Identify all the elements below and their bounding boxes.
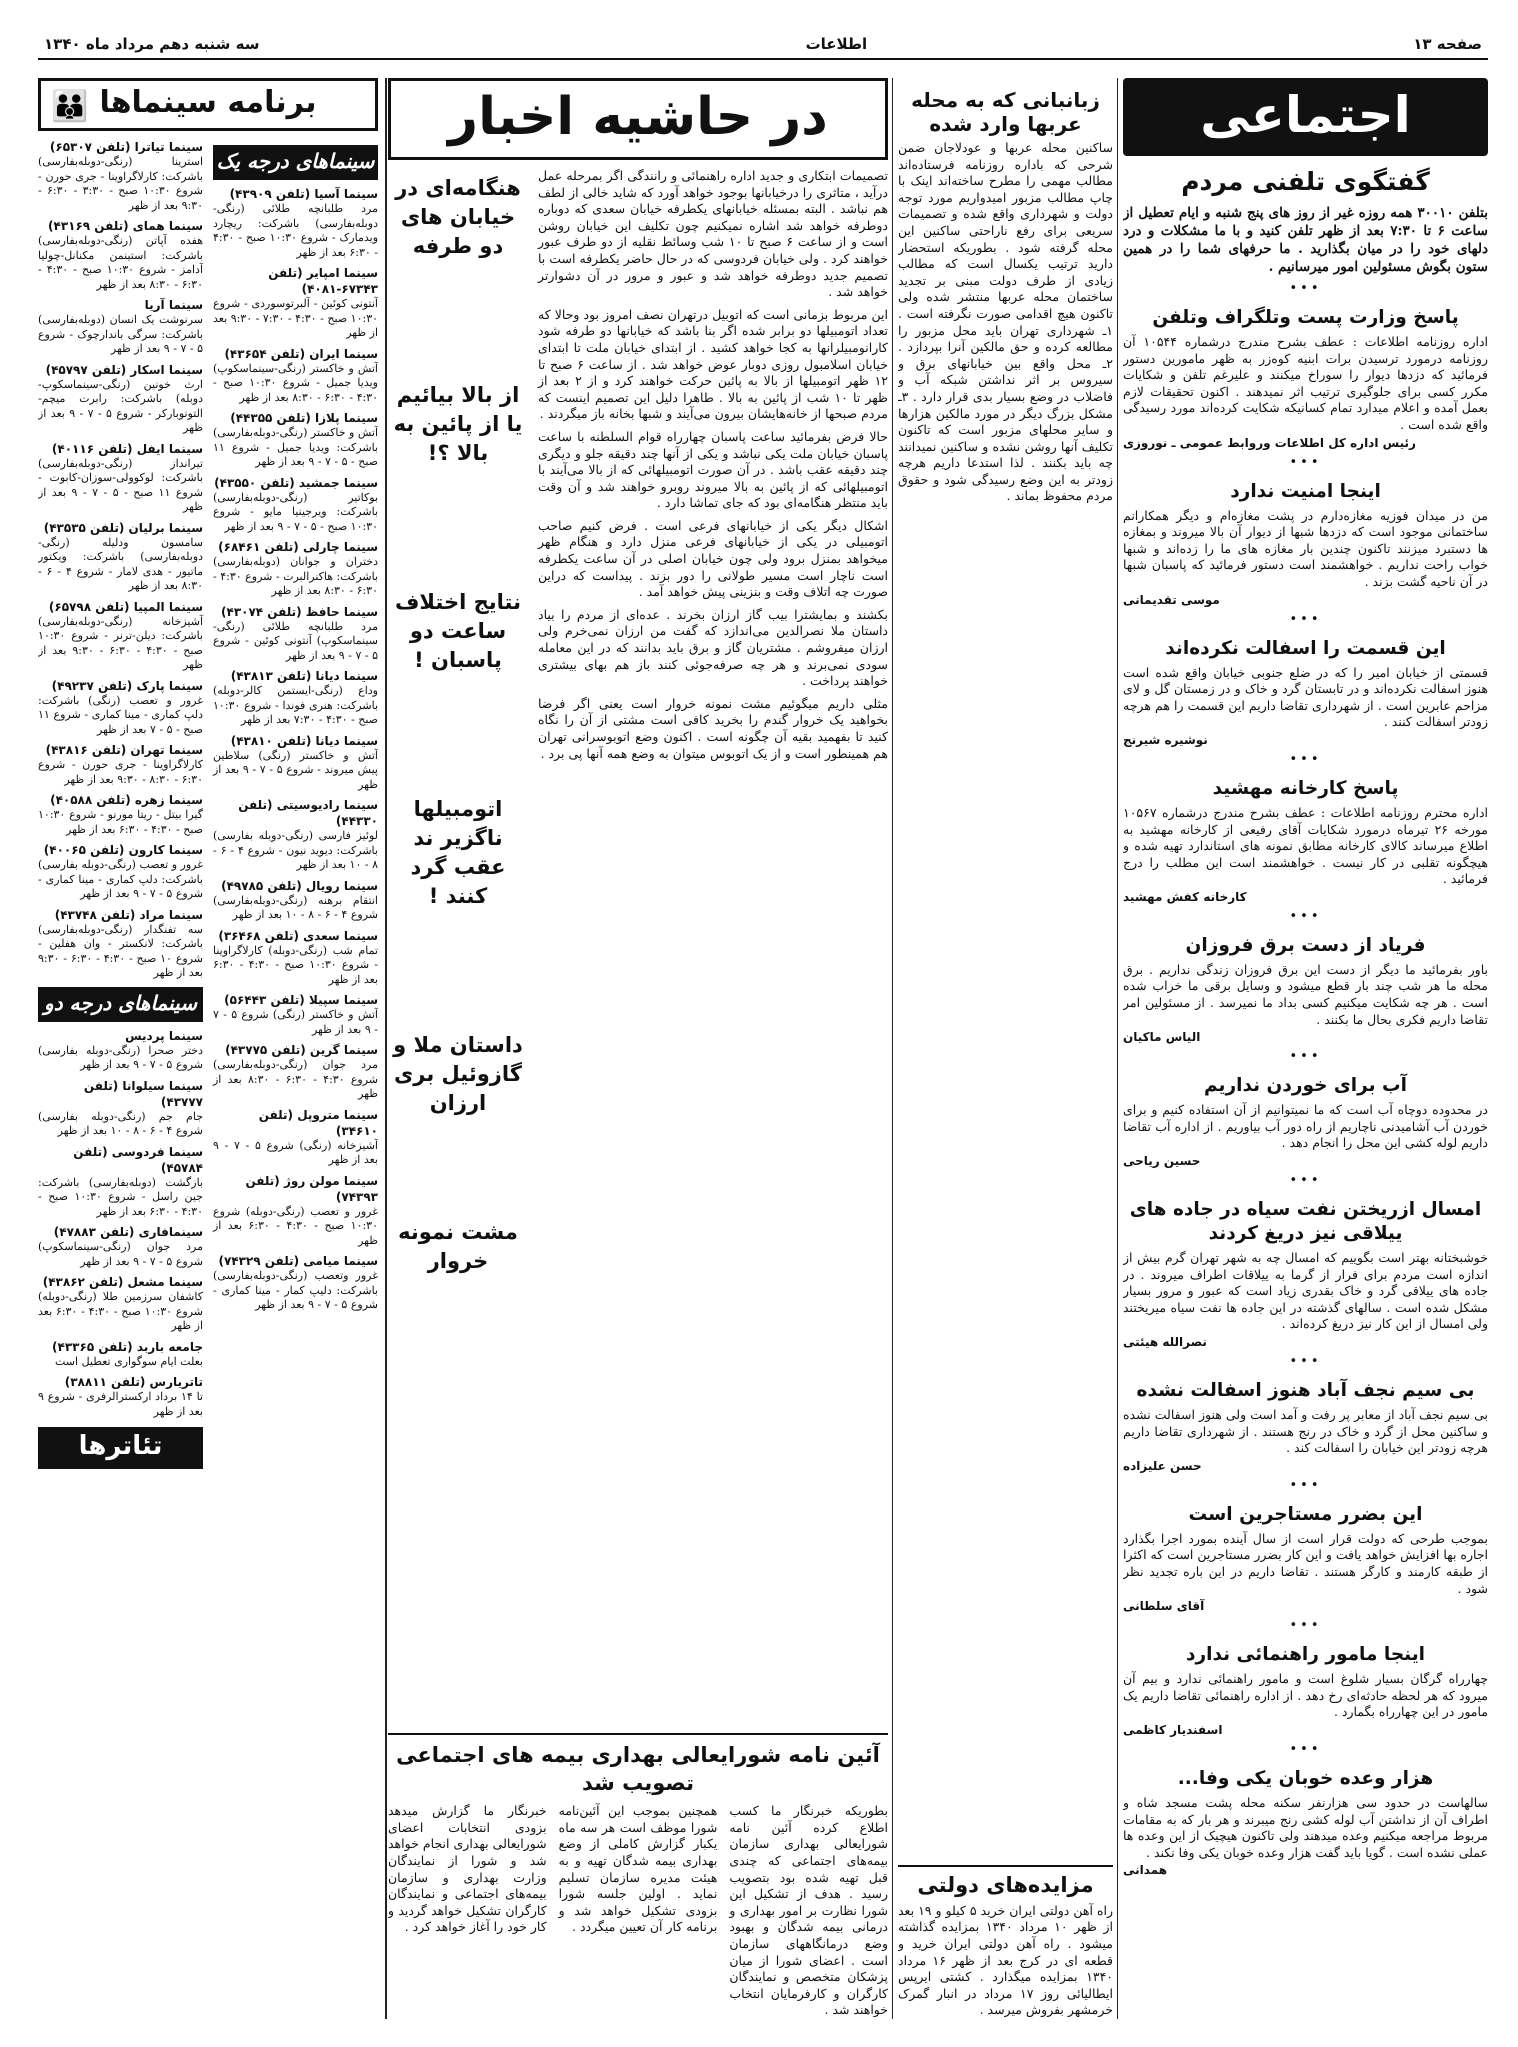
cinema-program: بازگشت (دوبله‌بفارسی) باشرکت: جین راسل - شروع ۱۰:۳۰ صبح - ۴:۳۰ - ۶:۳۰ بعد از ظهر [38, 1175, 203, 1218]
item-body: اداره محترم روزنامه اطلاعات : عطف بشرح مندرج درشماره ۱۰۵۶۷ مورخه ۲۶ تیرماه درمورد شکایات آقای رفیعی از کارخانه مهشید به اطلاع میرساند کالای کارخانه مطابق نمونه های استاندارد تهیه شده و هیچگونه تقلبی در کار نیست . خواهشمند است این مطلب را درج فرمائید . [1123, 804, 1488, 887]
cinema-program: آشیزخانه (رنگی-دوبله‌بفارسی) باشرکت: دیلن-ترنر - شروع ۱۰:۳۰ صبح - ۴:۳۰ - ۶:۳۰ - ۹:۳۰ بعد از ظهر [38, 614, 203, 671]
cinema-listing [213, 797, 378, 873]
cinema-program: بوکاتیر (رنگی-دوبله‌بفارسی) باشرکت: ویرجینیا مایو - شروع ۱۰:۳۰ صبح - ۵ - ۷ - ۹ بعد از ظهر [213, 490, 378, 533]
body-4: اشکال دیگر یکی از خیابانهای فرعی است . فرض کنیم صاحب اتومبیلی در یکی از خیابانهای فرعی منزل دارد و هنگام ظهر میخواهد بمنزل برود ولی چون خیابان اصلی در آن ساعت یکطرفه است ناچار است مسیر طولانی را دور بزند . پیداست که دراین صورت چه اتلاف وقت و بنزینی پیش خواهد آمد . [538, 517, 888, 600]
cinema-program: غرور و تعصب (رنگی-دوبله) شروع ۱۰:۳۰ صبح - ۴:۳۰ - ۶:۳۰ بعد از ظهر [213, 1204, 378, 1247]
cinema-name: سینما آریا [144, 298, 203, 312]
item-signature: رئیس اداره کل اطلاعات وروابط عمومی ـ نوروزی [1123, 435, 1416, 450]
auction-box [898, 1865, 1113, 2019]
separator-stars: ••• [1289, 1173, 1322, 1189]
cinema-program: بعلت ایام سوگواری تعطیل است [55, 1354, 203, 1368]
item-signature: همدانی [1123, 1863, 1168, 1878]
page-number: صفحه ۱۳ [1413, 35, 1482, 53]
side-head-2: نتایج اختلاف ساعت دو پاسبان ! [395, 590, 521, 672]
cinema-listing [38, 742, 203, 787]
cinema-program: کاشفان سرزمین طلا (رنگی-دوبله) شروع ۱۰:۳۰ صبح - ۴:۳۰ - ۶:۳۰ بعد از ظهر [38, 1290, 204, 1332]
news-banner: در حاشیه اخبار [388, 78, 888, 160]
cinema-name: سینما فردوسی (تلفن ۴۵۷۸۴) [73, 1144, 203, 1175]
cinema-listing [213, 733, 378, 793]
main-intro: بتلفن ۳۰۰۱۰ همه روزه غیر از روز های پنج شنبه و ایام تعطیل از ساعت ۶ تا ۷:۳۰ بعد از ظهر تلفن کنید و با ما مشکلات و درد دلهای خود را در میان بگذارید . ما حرفهای شما را در همین ستون بگوش مسئولین امور میرسانیم . [1123, 205, 1488, 275]
cinema-listing [38, 1339, 203, 1370]
arab-title: زبانبانی که به محله عربها وارد شده [911, 88, 1100, 136]
body-2: این مربوط بزمانی است که اتوبیل درتهران نصف امروز بود وحالا که تعداد اتومبیلها دو برابر شده اگر بنا باشد که خیابانها دو طرفه شود کارانومبیلرانها به کجا خواهد کشید . از ابتدای خیابان ملت تا ابتدای خیابان اسلامبول روزی دوبار عوض خواهد شد . از ساعت ۶ صبح تا ۱۲ ظهر اتومبیلها از بالا به پائین حرکت خواهند کرد و از ۲ بعد از ظهر تا ۱۰ شب از پائین به بالا . طاهرا دلیل این تصمیم اینست که مردم صبحها از خانه‌هایشان بیرون می‌آیند و شبها بخانه باز میگردند . [538, 306, 888, 422]
separator-stars: ••• [1289, 281, 1322, 296]
cinema-listing [38, 907, 203, 981]
cinema-name: سینما تیاترا (تلفن ۶۵۳۰۷) [49, 140, 203, 154]
cinema-listing [213, 604, 378, 664]
cinema-listing [213, 186, 378, 260]
cinema-name: سینما دیانا (تلفن ۴۳۸۱۳) [230, 669, 378, 683]
cinema-program: کارلاگراوینا - جری حورن - شروع ۶:۳۰ - ۸:۳۰ - ۹:۳۰ بعد از ظهر [38, 758, 203, 786]
cinema-subcolumn [38, 139, 203, 1475]
main-title: گفتگوی تلفنی مردم [1181, 167, 1430, 196]
cinema-listing [213, 1173, 378, 1249]
news-margin-column [388, 78, 888, 2019]
item-signature: حسین ریاحی [1123, 1154, 1201, 1169]
cinema-name: سینما امپایر (تلفن ۶۷۳۴۳-۴۰۸۱) [268, 266, 378, 296]
cinema-listing [38, 842, 203, 902]
separator-stars: ••• [1289, 1618, 1322, 1634]
cinema-listing [213, 410, 378, 470]
item-signature: آقای سلطانی [1123, 1599, 1205, 1614]
item-title: آب برای خوردن نداریم [1204, 1075, 1407, 1097]
social-column [1123, 78, 1488, 2019]
cinema-banner [38, 78, 378, 131]
item-body: بموجب طرحی که دولت قرار است از سال آینده بمورد اجرا بگذارد اجاره بها افزایش خواهد یافت و این کار بضرر مستاجرین است که اکثرا از طبقه کارمند و کارگر هستند . تقاضا داریم در این باره تجدید نظر شود . [1123, 1530, 1488, 1596]
cinema-listing [38, 1274, 203, 1334]
cinema-listing [213, 1107, 378, 1168]
section-title: اجتماعی [1123, 78, 1488, 156]
cinema-program: تمام شب (رنگی-دوبله) کارلاگراوینا - شروع ۱۰:۳۰ صبح - ۴:۳۰ - ۶:۳۰ بعد از ظهر [213, 943, 378, 986]
social-items [1123, 282, 1488, 1877]
cinema-listing [38, 218, 203, 292]
column-rule [892, 78, 894, 2019]
cinema-list [38, 1028, 203, 1420]
item-title: امسال ازریختن نفت سیاه در جاده های ییلاقی نیز دریغ کردند [1129, 1199, 1482, 1245]
cinema-name: سینما حافظ (تلفن ۴۳۰۷۴) [221, 604, 378, 619]
cinema-name: سینما دیانا (تلفن ۴۳۸۱۰) [230, 733, 378, 748]
item-title: بی سیم نجف آباد هنوز اسفالت نشده [1136, 1380, 1475, 1401]
cinema-listing [38, 599, 203, 673]
cinema-listing [38, 678, 203, 738]
cinema-listing [38, 792, 203, 837]
cinema-listing [213, 539, 378, 599]
cinema-name: سینما زهره (تلفن ۴۰۵۸۸) [50, 793, 203, 807]
side-head-5: مشت نمونه خروار [398, 1220, 518, 1273]
item-body: من در میدان فوزیه مغازه‌دارم در پشت مغازه‌ام و دیگر همکارانم ساختمانی موجود است که دزدها شبها از دیوار آن بالا میروند و بمغازه ها دستبرد میزنند تاکنون چندین بار مغازه های ما را زده‌اند و شبها خواب راحت نداریم . خواهشمند است دستور فرمائید که پاسبان شبها در آن ناحیه گشت بزند . [1123, 507, 1488, 589]
cinema-listing [38, 139, 203, 213]
item-body: اداره روزنامه اطلاعات : عطف بشرح مندرج درشماره ۱۰۵۴۴ آن روزنامه درمورد ترسیدن برات ابنیه کوه‌زر به ظهر مامورین دستور فرمائید که دزدها دیوار را سوراخ میکنند و علیرغم تلفن و شکایات مکرر کسی برای جلوگیری ترتیب اثر نمیدهند . اکنون تحقیقات لازم بعمل آمده و اعلام میدارد تمام کسانیکه شکایت کرده‌اند مورد رسیدگی واقع شده است . [1123, 334, 1488, 432]
cinema-listing [213, 1253, 378, 1313]
cinema-program: هفده آپاتن (رنگی-دوبله‌بفارسی) باشرکت: استینمن مکنانل-چولیا آدامز - شروع ۱۰:۳۰ صبح - ۴:۳۰ - ۶:۳۰ - ۸:۳۰ بعد از ظهر [38, 234, 204, 291]
cinema-column [38, 78, 378, 2019]
arab-column [898, 78, 1113, 2019]
separator-stars: ••• [1289, 751, 1322, 767]
item-title: هزار وعده خوبان یکی وفا... [1177, 1767, 1434, 1789]
cinema-program: گیرا بیتل - ریتا مورنو - شروع ۱۰:۳۰ صبح - ۴:۳۰ - ۶:۳۰ بعد از ظهر [38, 808, 203, 836]
cinema-program: انتقام برهنه (رنگی-دوبله‌بفارسی) شروع ۴ - ۶ - ۸ - ۱۰ بعد از ظهر [213, 893, 378, 921]
cinema-program: وداع (رنگی-ایستمن کالر-دوبله) باشرکت: هنری فوندا - شروع ۱۰:۳۰ صبح - ۴:۳۰ - ۷:۳۰ بعد از ظهر [213, 684, 378, 726]
cinema-listing [38, 1144, 203, 1220]
cinema-name: سینما گرین (تلفن ۴۳۷۷۵) [225, 1043, 378, 1057]
item-title: پاسخ کارخانه مهشید [1212, 777, 1399, 799]
item-signature: حسن علیزاده [1123, 1458, 1202, 1473]
cinema-name: سینما چارلی (تلفن ۶۸۴۶۱) [218, 540, 378, 554]
item-signature: نوشیره شیرنج [1123, 732, 1208, 747]
cinema-name: سینما سپیلا (تلفن ۵۶۴۴۳) [224, 993, 378, 1007]
cinema-name: سینما برلیان (تلفن ۴۳۵۳۵) [43, 520, 203, 535]
cinema-name: سینما تهران (تلفن ۴۳۸۱۶) [45, 743, 203, 757]
cinema-name: سینما مولن روژ (تلفن ۷۴۳۹۳) [245, 1173, 378, 1204]
cinema-program: آنتونی کوئین - آلبرتوسوردی - شروع ۱۰:۳۰ صبح - ۴:۳۰ - ۷:۳۰ - ۹:۳۰ بعد از ظهر [213, 297, 378, 339]
cinema-listing [38, 297, 203, 357]
side-head-3: اتومبیلها ناگزیر ند عقب گرد کنند ! [410, 797, 506, 908]
body-5: بکشند و بمایشترا بیب گاز ارزان بخرند . عده‌ای از مردم را بیاد داستان ملا نصرالدین می‌اندازد که گفت من ارزان نمی‌خرم ولی ارزان میفروشم . مشتریان گاز و برق باید بدانند که در این معامله سودی نمی‌برند و هر چه صرفه‌جوئی کنند باز هم بهای بیشتری خواهند پرداخت . [538, 606, 888, 689]
cinema-program: ارث خونین (رنگی-سینماسکوپ-دوبله) باشرکت: رابرت میچم-التونوبارکر - شروع ۵ - ۷ - ۹ بعد از ظهر [38, 377, 203, 434]
cinema-name: سینما پارک (تلفن ۴۹۲۳۷) [51, 678, 203, 693]
cinema-name: سینما مشعل (تلفن ۴۳۸۶۲) [42, 1275, 203, 1289]
cinema-list [213, 186, 378, 1313]
cinema-listing [38, 1224, 203, 1269]
item-signature: موسی تقدیمانی [1123, 592, 1220, 607]
cinema-name: سینما همای (تلفن ۴۳۱۶۹) [48, 219, 203, 233]
cinema-program: دختران و جوانان (دوبله‌بفارسی) باشرکت: هاکنرالبرت - شروع ۴:۳۰ - ۶:۳۰ - ۸:۳۰ بعد از ظهر [213, 555, 378, 597]
item-signature: الیاس ماکیان [1123, 1030, 1201, 1045]
cinema-name: سینما المپیا (تلفن ۶۵۷۹۸) [48, 599, 203, 614]
cinema-name: سینما سیلوانا (تلفن ۴۳۷۷۷) [83, 1078, 203, 1109]
cinema-name: سینمافاری (تلفن ۴۷۸۸۳) [53, 1225, 203, 1239]
insurance-body-b: همچنین بموجب این آئین‌نامه شورا موظف است هر سه ماه یکبار گزارش کاملی از وضع بهداری بیمه شدگان تهیه و به هیئت مدیره سازمان تسلیم نماید . اولین جلسه شورا بزودی تشکیل خواهد شد و برنامه کار آن تعیین میگردد . [558, 1803, 718, 1935]
cinema-name: سینما رویال (تلفن ۴۹۷۸۵) [221, 878, 378, 893]
cinema-program: غرور و تعصب (رنگی) باشرکت: دلپ کماری - مینا کماری - شروع ۱۱ صبح - ۵ - ۷ بعد از ظهر [38, 693, 203, 736]
cinema-name: تاتریارس (تلفن ۳۸۸۱۱) [64, 1375, 203, 1389]
item-signature: کارخانه کفش مهشید [1123, 889, 1247, 904]
arab-body: ساکنین محله عربها و عودلاجان ضمن شرحی که باداره روزنامه فرستاده‌اند مطالب مهمی را مطرح ساخته‌اند اینک با چاپ مطالب مزبور امیدواریم مورد توجه دولت و شهرداری واقع شده و تصمیمات سریعی برای رفع ناراحتی ساکنین این محله گرفته شود . بطوریکه استحضار دارید ترتیب یکسال است که مطالب زیادی از طرف دولت مبنی بر تجدید ساختمان محله عربها منتشر شده ولی تاکنون هیچ اقدامی صورت نگرفته است . ۱ـ شهرداری تهران باید محل مزبور را مطالعه کرده و حق مالکین آنرا بپردازد . ۲ـ محل واقع بین خیابانهای برق و سیروس بر اثر نداشتن شبکه آب و فاضلاب در وضع بسیار بدی قرار دارد . ۳ـ مشکل بزرگ دیگر در مورد مالکین هزارها و سایر محلهای مزبور است که تاکنون تکلیف آنها روشن نشده و ساکنین نمیدانند چه باید بکنند . لذا استدعا داریم هرچه زودتر به این وضع رسیدگی شود و حقوق مردم محفوظ بماند . [898, 140, 1113, 504]
theatre-head: تئاترها [38, 1427, 203, 1469]
cinema-program: آتش و خاکستر (رنگی-سینماسکوپ) ویدیا جمیل - شروع ۱۰:۳۰ صبح - ۴:۳۰ - ۶:۳۰ - ۸:۳۰ بعد از ظهر [213, 361, 378, 404]
item-title: فریاد از دست برق فروزان [1185, 934, 1426, 956]
masthead [38, 30, 1488, 60]
cinema-program: آشیزخانه (رنگی) شروع ۵ - ۷ - ۹ بعد از ظهر [213, 1138, 378, 1166]
cinema-subcolumn [213, 139, 378, 1475]
side-head-4: داستان ملا و گازوئیل بری ارزان [393, 1033, 523, 1115]
cinema-listing [38, 1374, 203, 1419]
cinema-listing [38, 520, 203, 594]
cinema-listing [213, 265, 378, 341]
item-body: چهارراه گرگان بسیار شلوغ است و مامور راهنمائی ندارد و بیم آن میرود که هر لحظه حادثه‌ای رخ دهد . از اداره راهنمائی تقاضا داریم یک مامور در این چهارراه بگمارد . [1123, 1671, 1488, 1720]
item-title: اینجا مامور راهنمائی ندارد [1185, 1644, 1426, 1666]
separator-stars: ••• [1289, 1477, 1322, 1493]
auction-title: مزایده‌های دولتی [917, 1872, 1094, 1897]
cinema-name: سینما آسیا (تلفن ۴۳۹۰۹) [229, 187, 378, 201]
cinema-program: استرینا (رنگی-دوبله‌بفارسی) باشرکت: کارلاگراوینا - جری حورن - شروع ۱۰:۳۰ صبح - ۳:۳۰ - ۶:۳۰ - ۹:۳۰ بعد از ظهر [38, 155, 203, 212]
family-icon: 👪 [51, 89, 89, 124]
cinema-program: مرد جوان (رنگی-دوبله‌بفارسی) شروع ۴:۳۰ - ۶:۳۰ - ۸:۳۰ بعد از ظهر [213, 1058, 378, 1100]
cinema-name: سینما سعدی (تلفن ۳۶۴۶۸) [218, 928, 378, 943]
cinema-program: لوئیز فارسی (رنگی-دوبله بفارسی) باشرکت: دیوید نیون - شروع ۴ - ۶ - ۸ - ۱۰ بعد از ظهر [213, 829, 378, 871]
cinema-program: سامسون ودلیله (رنگی-دوبله‌بفارسی) باشرکت: ویکتور ماتیور - هدی لامار - شروع ۴ - ۶ - ۸:۳۰ بعد از ظهر [38, 535, 203, 592]
item-title: این قسمت را اسفالت نکرده‌اند [1165, 637, 1446, 659]
insurance-article [388, 1733, 888, 2019]
cinema-listing [213, 992, 378, 1037]
item-body: بی سیم نجف آباد از معابر پر رفت و آمد است ولی هنوز اسفالت نشده و ساکنین محل از گرد و خاک در رنج هستند . از شهرداری تقاضا داریم هرچه زودتر این خیابان را اسفالت کند . [1123, 1407, 1488, 1456]
lead-head: هنگامه‌ای در خیابان های دو طرفه [395, 176, 521, 258]
cinema-program: مرد جوان (رنگی-سینماسکوپ) شروع ۵ - ۷ - ۹ بعد از ظهر [38, 1240, 203, 1268]
cinema-banner-title: برنامه سینماها [99, 85, 317, 120]
insurance-body-a: بطوریکه خبرنگار ما کسب اطلاع کرده آئین نامه شورایعالی بهداری سازمان بیمه‌های اجتماعی که چندی قبل تهیه شده بود بتصویب رسید . هدف از تشکیل این شورا نظارت بر امور بهداری و درمانی بیمه شدگان و بهبود وضع درمانگاههای سازمان است . اعضای شورا از میان پزشکان متخصص و نمایندگان کارگران و کارفرمایان انتخاب خواهند شد . [729, 1803, 888, 2018]
side-head-1: از بالا بیائیم یا از پائین به بالا ؟! [393, 383, 523, 465]
cinema-listing [213, 346, 378, 406]
insurance-title: آئین نامه شورایعالی بهداری بیمه های اجتماعی تصویب شد [396, 1743, 880, 1796]
cinema-program: مرد طلبانچه طلائی (رنگی-دوبله‌بفارسی) باشرکت: ریچارد ویدمارک - شروع ۱۰:۳۰ صبح - ۴:۳۰ - ۶:۳۰ بعد از ظهر [213, 202, 378, 259]
cinema-program: آتش و خاکستر (رنگی) سلاطین پیش میروند - شروع ۵ - ۷ - ۹ بعد از ظهر [213, 748, 378, 791]
separator-stars: ••• [1289, 454, 1322, 470]
cinema-name: سینما پلازا (تلفن ۴۴۳۵۵) [230, 411, 378, 425]
body-6: مثلی داریم میگوئیم مشت نمونه خروار است یعنی اگر فرضا بخواهید یک خروار گندم را بخرید کافی است مشتی از آن را نگاه کنید تا بفهمید بقیه آن چگونه است . اکنون وضع اتوبوسرانی تهران هم همینطور است و از یک اتوبوس میتوان به وضع همه آنها پی برد . [538, 695, 888, 761]
cinema-listing [213, 928, 378, 988]
cinema-listing [38, 1078, 203, 1139]
item-title: اینجا امنیت ندارد [1230, 480, 1381, 502]
cinema-program: دختر صحرا (رنگی-دوبله بفارسی) شروع ۵ - ۷ - ۹ بعد از ظهر [38, 1043, 203, 1071]
cinema-listing [213, 878, 378, 923]
first-class-head: سینماهای درجه یک [213, 145, 378, 180]
separator-stars: ••• [1289, 1741, 1322, 1757]
item-body: قسمتی از خیابان امیر را که در ضلع جنوبی خیابان واقع شده است هنوز اسفالت نکرده‌اند و در تابستان گرد و خاک و در زمستان گل و لای مزاحم عابرین است . از شهرداری تقاضا داریم این قسمت را هم هرچه زودتر اسفالت کنند . [1123, 664, 1488, 730]
cinema-program: مرد طلبانچه طلائی (رنگی-سینماسکوپ) آنتونی کوئین - شروع ۵ - ۷ - ۹ بعد از ظهر [213, 619, 378, 662]
cinema-name: سینما متروپل (تلفن ۳۴۶۱۰) [258, 1107, 378, 1138]
cinema-name: سینما کارون (تلفن ۴۰۰۶۵) [43, 843, 203, 857]
separator-stars: ••• [1289, 908, 1322, 924]
cinema-listing [38, 362, 203, 436]
item-body: باور بفرمائید ما دیگر از دست این برق فروزان زندگی نداریم . برق محله ما هر شب چند بار قطع میشود و وسایل برقی ما خراب شده است . هر چه شکایت میکنیم کسی بداد ما نمیرسد . از مسئولین امر تقاضا داریم فکری بحال ما بکنند . [1123, 961, 1488, 1027]
cinema-listing [38, 1028, 203, 1073]
separator-stars: ••• [1289, 1354, 1322, 1369]
insurance-body-c: خبرنگار ما گزارش میدهد بزودی انتخابات اعضای شورایعالی بهداری انجام خواهد شد و شورا از نمایندگان وزارت بهداری و سازمان بیمه‌های اجتماعی و نمایندگان کارگران تشکیل خواهد گردید و کار خود را آغاز خواهد کرد . [388, 1803, 547, 1935]
item-body: سالهاست در حدود سی هزارنفر سکنه محله پشت مسجد شاه و اطراف آن از نداشتن آب لوله کشی رنج میبرند و هر بار که به مقامات مربوط مراجعه میکنیم وعده میدهند ولی تاکنون هیچیک از این وعده ها عملی نشده است . گویا باید گفت هزار وعده خوبان یکی وفا نکند . [1123, 1794, 1488, 1860]
issue-date: سه شنبه دهم مرداد ماه ۱۳۴۰ [44, 35, 260, 53]
cinema-program: سرنوشت یک انسان (دوبله‌بفارسی) باشرکت: سرگی باندارچوک - شروع ۵ - ۷ - ۹ بعد از ظهر [38, 313, 203, 355]
column-rule [1117, 78, 1119, 2019]
column-rule [385, 78, 387, 2019]
cinema-name: سینما رادیوسیتی (تلفن ۴۴۳۳۰) [238, 798, 378, 828]
cinema-name: سینما میامی (تلفن ۷۴۳۲۹) [218, 1254, 378, 1268]
separator-stars: ••• [1289, 1049, 1322, 1065]
item-body: در محدوده دوچاه آب است که ما نمیتوانیم از آن استفاده کنیم و برای خوردن آب آشامیدنی ناچاریم از راه دور آب بیاوریم . از اداره آب تقاضا داریم لوله کشی این محل را انجام دهد . [1123, 1102, 1488, 1151]
body-3: حالا فرض بفرمائید ساعت پاسبان چهارراه قوام السلطنه با ساعت پاسبان خیابان ملت یکی نباشد و یکی از آنها چند دقیقه جلو و دیگری چند دقیقه عقب باشد . در آن صورت اتومبیلهائی که از بالا می‌آیند با اتومبیلهائی که از پائین به بالا میروند روبرو خواهند شد و آن وقت باید منتظر هنگامه‌ای بود که جای تماشا دارد . [538, 428, 888, 511]
separator-stars: ••• [1289, 611, 1322, 627]
cinema-program: غرور وتعصب (رنگی-دوبله‌بفارسی) باشرکت: دلیپ کمار - مینا کماری - شروع ۵ - ۷ - ۹ بعد از ظهر [213, 1269, 378, 1311]
item-body: خوشبختانه بهتر است بگوییم که امسال چه به شهر تهران گرم بیش از اندازه است مردم برای فرار از گرما به ییلاقات اطراف میروند . در جاده های ییلاقی گرد و خاک بقدری زیاد است که عبور و مرور بسیار مشکل شده است . سالهای گذشته در این جاده ها نفت سیاه میریختند ولی امسال از این کار نیز دریغ کرده‌اند . [1123, 1250, 1488, 1332]
cinema-name: جامعه باربد (تلفن ۴۳۳۶۵) [52, 1339, 203, 1354]
second-class-head: سینماهای درجه دو [38, 987, 203, 1022]
cinema-name: سینما پردیس [125, 1028, 203, 1043]
paper-name: اطلاعات [805, 35, 868, 53]
item-signature: اسفندیار کاظمی [1123, 1722, 1223, 1737]
item-signature: نصرالله هیئتی [1123, 1335, 1207, 1349]
item-title: این بضرر مستاجرین است [1188, 1503, 1423, 1525]
cinema-program: آتش و خاکستر (رنگی-دوبله‌بفارسی) باشرکت: ویدیا جمیل - شروع ۱۱ صبح - ۵ - ۷ - ۹ بعد از ظهر [213, 426, 378, 468]
cinema-program: آتش و خاکستر (رنگی) شروع ۵ - ۷ - ۹ بعد از ظهر [213, 1008, 378, 1036]
cinema-name: سینما اسکار (تلفن ۴۵۷۹۷) [45, 362, 203, 377]
item-title: پاسخ وزارت پست وتلگراف وتلفن [1152, 307, 1459, 328]
cinema-name: سینما ایران (تلفن ۴۳۶۵۴) [224, 346, 378, 361]
cinema-listing [213, 668, 378, 728]
cinema-listing [213, 475, 378, 535]
lead-body: تصمیمات ابتکاری و جدید اداره راهنمائی و رانندگی اگر بمرحله عمل درآید ، متاثری را درخیابانها بوجود خواهد آورد که شاید خالی از لطف هم نباشد . البته بمسئله خیابانهای یکطرفه خیابان سعدی که دوباره دوطرفه خواهد شد اشاره نمیکنیم چون تکلیف این خیابان روشن است و از ساعت ۶ صبح تا ۱۰ شب وسائط نقلیه از دو طرف عبور خواهند کرد . ولی خیابان فردوسی که در حال حاضر یکطرفه است با تصمیم جدید دوطرفه خواهد شد و عبور و مرور در آن دشوارتر خواهد شد . [538, 168, 888, 300]
cinema-name: سینما جمشید (تلفن ۴۳۵۵۰) [214, 475, 378, 490]
cinema-name: سینما مراد (تلفن ۴۳۷۴۸) [54, 907, 203, 922]
cinema-program: تا ۱۴ برداد ارکسترالرفری - شروع ۹ بعد از ظهر [38, 1390, 203, 1418]
cinema-name: سینما ایفل (تلفن ۴۰۱۱۶) [51, 441, 203, 456]
cinema-listing [38, 441, 203, 515]
auction-body: راه آهن دولتی ایران خرید ۵ کیلو و ۱۹ بعد از ظهر ۱۰ مرداد ۱۳۴۰ بمزایده گذاشته میشود . راه آهن دولتی ایران خرید و قطعه ای در کرج بعد از ظهر ۱۶ مرداد ۱۳۴۰ بمزایده میگذارد . کشتی ایرپس ایطالیائی روز ۱۷ مرداد در انبار گمرک خرمشهر بفروش میرسد . [898, 1902, 1113, 2018]
cinema-list [38, 139, 203, 981]
cinema-program: غرور و تعصب (رنگی-دوبله بفارسی) باشرکت: دلپ کماری - مینا کماری - شروع ۵ - ۷ - ۹ بعد از ظهر [38, 858, 203, 900]
cinema-program: تیرانداز (رنگی-دوبله‌بفارسی) باشرکت: لوکوولی-سوزان-کابوت - شروع ۱۱ صبح - ۵ - ۷ - ۹ بعد از ظهر [38, 456, 203, 513]
cinema-listing [213, 1042, 378, 1102]
cinema-program: جام جم (رنگی-دوبله بفارسی) شروع ۴ - ۶ - ۸ - ۱۰ بعد از ظهر [38, 1109, 203, 1137]
cinema-program: سه تفنگدار (رنگی-دوبله‌بفارسی) باشرکت: لانکستر - وان هفلین - شروع ۱۰ صبح - ۴:۳۰ - ۶:۳۰ - ۹:۳۰ بعد از ظهر [38, 922, 203, 979]
